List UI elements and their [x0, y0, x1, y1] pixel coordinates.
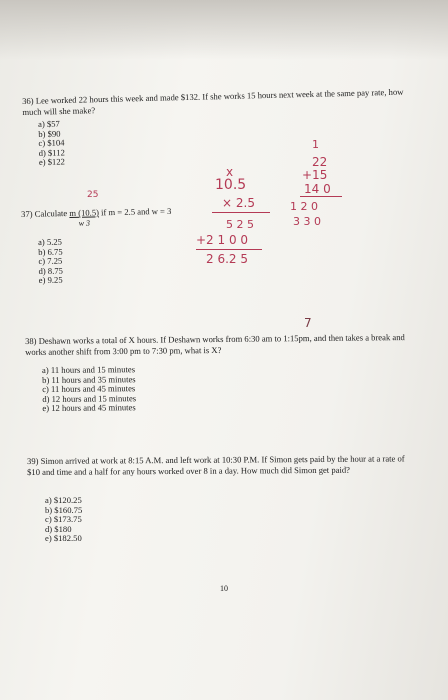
option: b) $90: [38, 128, 61, 139]
option: d) $180: [45, 523, 72, 534]
question-38: [25, 332, 410, 357]
option: d) 8.75: [38, 265, 64, 276]
fraction-bottom: w 3: [78, 218, 91, 228]
question-39-options: [45, 496, 82, 544]
handwritten-120: 1 2 0: [290, 200, 318, 213]
option: a) $57: [37, 118, 60, 129]
option: b) 11 hours and 35 minutes: [42, 373, 136, 385]
option: a) $120.25: [45, 495, 82, 505]
handwritten-x: x: [226, 165, 234, 179]
handwritten-1: 1: [312, 138, 319, 151]
question-text: Lee worked 22 hours this week and made $132. If she works 15 hours next week at the same pay rate, how much will she make?: [22, 86, 404, 117]
question-text-prefix: Calculate: [34, 208, 68, 219]
handwritten-10-5: 10.5: [215, 177, 247, 193]
option: a) 5.25: [37, 236, 63, 247]
page-shadow: [0, 0, 448, 60]
handwritten-x-2-5: × 2.5: [222, 196, 255, 210]
option: c) 7.25: [38, 255, 63, 267]
handwritten-2100: +2 1 0 0: [196, 233, 249, 247]
question-text: Deshawn works a total of X hours. If Deshawn works from 6:30 am to 1:15pm, and then takes a break and works another shift from 3:00 pm to 7:30 pm, what is X?: [25, 332, 405, 357]
fraction-top: m (10.5): [69, 207, 100, 218]
option: b) $160.75: [45, 504, 83, 515]
option: b) 6.75: [38, 246, 63, 257]
handwritten-15: +15: [302, 168, 328, 182]
handwritten-140: 14 0: [304, 182, 331, 196]
handwritten-25: 25: [87, 190, 99, 200]
option: a) 11 hours and 15 minutes: [41, 364, 136, 375]
option: c) $104: [38, 137, 65, 149]
handwritten-line: [212, 212, 270, 213]
question-39: [27, 453, 417, 477]
question-37-options: [38, 238, 63, 286]
option: e) $182.50: [45, 533, 82, 544]
page-number: 10: [220, 584, 228, 593]
question-number: 36): [22, 95, 34, 106]
handwritten-525: 5 2 5: [226, 218, 254, 231]
handwritten-22: 22: [312, 155, 328, 169]
option: e) 12 hours and 45 minutes: [42, 402, 136, 414]
question-number: 39): [27, 455, 39, 466]
question-36-options: [38, 119, 65, 168]
option: c) 11 hours and 45 minutes: [42, 383, 136, 395]
option: d) $112: [38, 147, 65, 158]
question-text: Simon arrived at work at 8:15 A.M. and left work at 10:30 P.M. If Simon gets paid by the hour at a rate of $10 and time and a half for any hours worked over 8 in a day. How much did Simon get paid?: [27, 453, 405, 477]
option: e) 9.25: [38, 274, 63, 286]
question-37: [21, 206, 172, 230]
handwritten-line: [300, 196, 342, 197]
handwritten-7: 7: [304, 316, 312, 330]
question-36: [22, 86, 422, 117]
question-38-options: [42, 365, 136, 414]
handwritten-330: 3 3 0: [293, 215, 321, 228]
option: d) 12 hours and 15 minutes: [42, 392, 137, 404]
question-number: 38): [25, 335, 37, 346]
handwritten-line: [196, 249, 262, 250]
option: c) $173.75: [45, 514, 82, 525]
question-number: 37): [21, 208, 33, 219]
handwritten-2625: 2 6.2 5: [206, 252, 248, 266]
fraction: [69, 207, 99, 229]
option: e) $122: [38, 156, 66, 168]
question-text-suffix: if m = 2.5 and w = 3: [100, 205, 172, 218]
